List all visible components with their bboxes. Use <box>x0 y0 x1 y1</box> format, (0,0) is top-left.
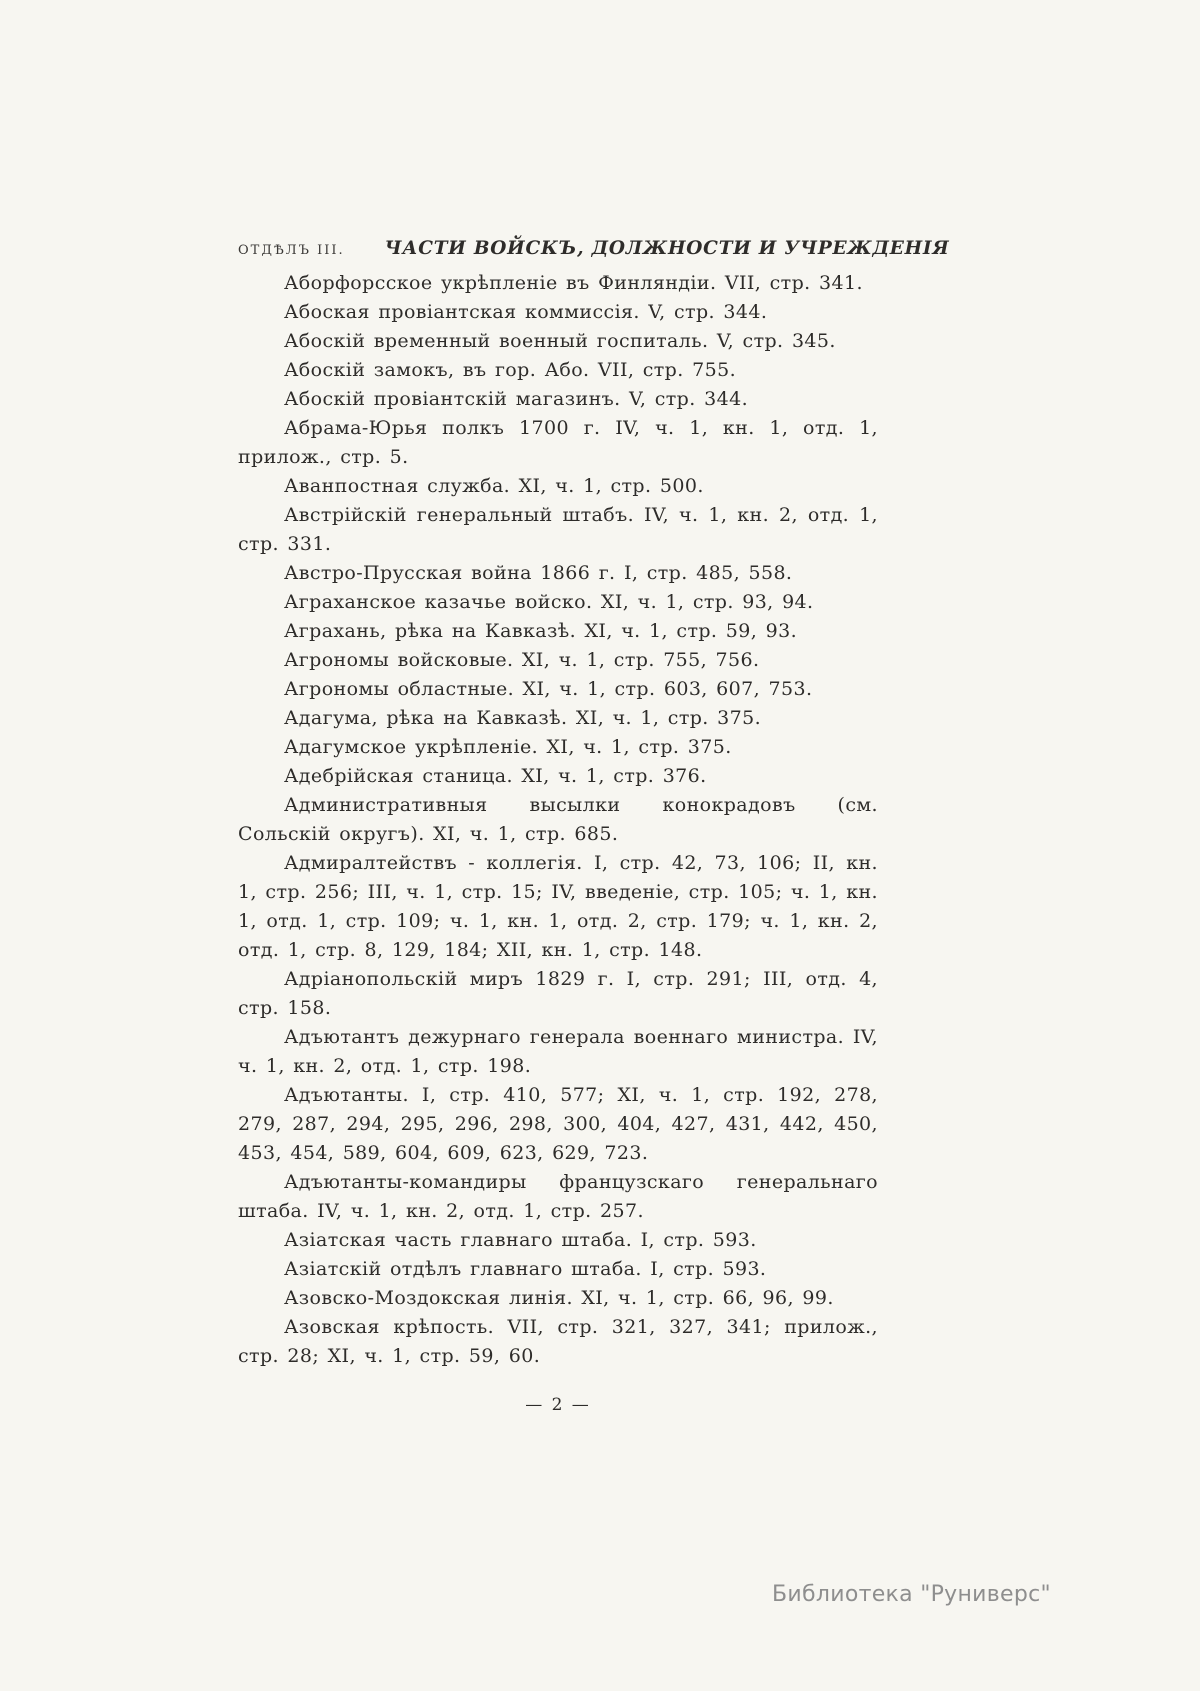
index-entry: Азіатскій отдѣлъ главнаго штаба. I, стр. 593. <box>284 1258 767 1280</box>
index-entry: Абрама-Юрья полкъ 1700 г. IV, ч. 1, кн. 1, отд. 1, прилож., стр. 5. <box>238 417 878 468</box>
index-entry: Австро-Прусская война 1866 г. I, стр. 485, 558. <box>284 562 793 584</box>
index-entry: Административныя высылки конокрадовъ (см. Сольскій округъ). XI, ч. 1, стр. 685. <box>238 794 878 845</box>
index-entry: Абоскій временный военный госпиталь. V, стр. 345. <box>284 330 836 352</box>
index-entry: Адъютанты-командиры французскаго генеральнаго штаба. IV, ч. 1, кн. 2, отд. 1, стр. 257. <box>238 1171 878 1222</box>
index-entry: Адагумское укрѣпленіе. XI, ч. 1, стр. 375. <box>284 736 732 758</box>
section-label: ОТДѢЛЪ III. <box>238 243 345 258</box>
book-page <box>238 238 950 1415</box>
index-entry: Адріанопольскій миръ 1829 г. I, стр. 291; III, отд. 4, стр. 158. <box>238 968 878 1019</box>
watermark: Библиотека "Руниверс" <box>772 1582 1051 1607</box>
index-entry: Агрономы областные. XI, ч. 1, стр. 603, 607, 753. <box>284 678 813 700</box>
index-entry: Аграханское казачье войско. XI, ч. 1, стр. 93, 94. <box>284 591 814 613</box>
index-entry: Аборфорсское укрѣпленіе въ Финляндіи. VII, стр. 341. <box>284 272 863 294</box>
index-entry: Австрійскій генеральный штабъ. IV, ч. 1, кн. 2, отд. 1, стр. 331. <box>238 504 878 555</box>
page-header <box>238 238 950 259</box>
index-entry: Абоскій провіантскій магазинъ. V, стр. 344. <box>284 388 749 410</box>
index-entry: Адъютанты. I, стр. 410, 577; XI, ч. 1, стр. 192, 278, 279, 287, 294, 295, 296, 298, 300, 404, 427, 431, 442, 450, 453, 454, 589, 604, 609, 623, 629, 723. <box>238 1084 878 1164</box>
index-entry: Адебрійская станица. XI, ч. 1, стр. 376. <box>284 765 707 787</box>
index-entry: Адагума, рѣка на Кавказѣ. XI, ч. 1, стр. 375. <box>284 707 762 729</box>
index-entry: Азіатская часть главнаго штаба. I, стр. 593. <box>284 1229 757 1251</box>
index-entry: Аванпостная служба. XI, ч. 1, стр. 500. <box>284 475 704 497</box>
index-entry: Азовская крѣпость. VII, стр. 321, 327, 341; прилож., стр. 28; XI, ч. 1, стр. 59, 60. <box>238 1316 878 1367</box>
index-entry: Азовско-Моздокская линія. XI, ч. 1, стр. 66, 96, 99. <box>284 1287 834 1309</box>
index-entry: Абоскій замокъ, въ гор. Або. VII, стр. 755. <box>284 359 737 381</box>
page-title: ЧАСТИ ВОЙСКЪ, ДОЛЖНОСТИ И УЧРЕЖДЕНІЯ <box>384 238 950 259</box>
index-entries <box>238 269 878 1371</box>
index-entry: Агрономы войсковые. XI, ч. 1, стр. 755, 756. <box>284 649 760 671</box>
index-entry: Адъютантъ дежурнаго генерала военнаго министра. IV, ч. 1, кн. 2, отд. 1, стр. 198. <box>238 1026 878 1077</box>
page-number: — 2 — <box>525 1395 591 1415</box>
index-entry: Аграхань, рѣка на Кавказѣ. XI, ч. 1, стр. 59, 93. <box>284 620 798 642</box>
index-entry: Адмиралтействъ - коллегія. I, стр. 42, 73, 106; II, кн. 1, стр. 256; III, ч. 1, стр. 15; IV, введеніе, стр. 105; ч. 1, кн. 1, отд. 1, стр. 109; ч. 1, кн. 1, отд. 2, стр. 179; ч. 1, кн. 2, отд. 1, стр. 8, 129, 184; XII, кн. 1, стр. 148. <box>238 852 878 961</box>
index-entry: Абоская провіантская коммиссія. V, стр. 344. <box>284 301 768 323</box>
